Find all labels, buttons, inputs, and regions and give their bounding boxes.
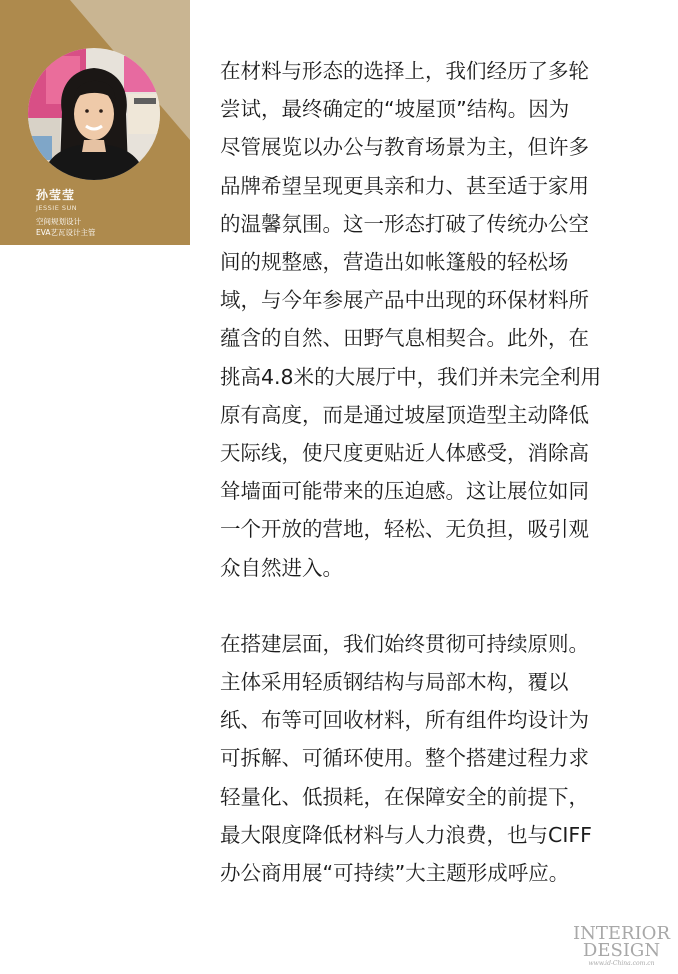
- text-line: 品牌希望呈现更具亲和力、甚至适于家用: [220, 173, 589, 198]
- watermark-line1: INTERIOR: [573, 923, 670, 944]
- text-line: 一个开放的营地，轻松、无负担，吸引观: [220, 517, 589, 542]
- text-line: 最大限度降低材料与人力浪费，也与CIFF: [220, 822, 592, 847]
- text-line: 域，与今年参展产品中出现的环保材料所: [220, 288, 589, 313]
- text-line: 间的规整感，营造出如帐篷般的轻松场: [220, 250, 569, 275]
- text-line: 挑高4.8米的大展厅中，我们并未完全利用: [220, 364, 602, 389]
- text-line: 在材料与形态的选择上，我们经历了多轮: [220, 59, 589, 83]
- author-role-line1: 空间规划设计: [36, 217, 81, 226]
- text-line: 蕴含的自然、田野气息相契合。此外，在: [220, 326, 589, 351]
- author-role: [36, 216, 96, 238]
- author-name: 孙莹莹: [36, 188, 76, 202]
- interior-design-watermark: [573, 925, 670, 969]
- text-line: 轻量化、低损耗，在保障安全的前提下，: [220, 784, 589, 809]
- text-line: 众自然进入。: [220, 555, 343, 580]
- watermark-line2: DESIGN: [582, 940, 661, 961]
- article-body: [220, 52, 660, 892]
- watermark-url: www.id-China.com.cn: [588, 960, 655, 967]
- article-paragraph-1: [220, 52, 660, 587]
- portrait-photo: [28, 48, 160, 180]
- text-line: 尝试，最终确定的“坡屋顶”结构。因为: [220, 97, 570, 122]
- text-line: 天际线，使尺度更贴近人体感受，消除高: [220, 441, 589, 466]
- text-line: 尽管展览以办公与教育场景为主，但许多: [220, 135, 589, 160]
- author-english-name: JESSIE SUN: [36, 204, 78, 212]
- text-line: 可拆解、可循环使用。整个搭建过程力求: [220, 746, 589, 771]
- text-line: 主体采用轻质钢结构与局部木构，覆以: [220, 670, 569, 695]
- author-role-line2: EVA艺瓦设计主管: [36, 228, 96, 237]
- avatar: [28, 48, 160, 180]
- text-line: 办公商用展“可持续”大主题形成呼应。: [220, 861, 570, 886]
- author-profile-card: [0, 0, 190, 245]
- text-line: 原有高度，而是通过坡屋顶造型主动降低: [220, 402, 589, 427]
- text-line: 的温馨氛围。这一形态打破了传统办公空: [220, 211, 589, 236]
- text-line: 纸、布等可回收材料，所有组件均设计为: [220, 708, 589, 733]
- article-paragraph-2: [220, 625, 660, 892]
- text-line: 在搭建层面，我们始终贯彻可持续原则。: [220, 631, 589, 656]
- text-line: 耸墙面可能带来的压迫感。这让展位如同: [220, 479, 589, 504]
